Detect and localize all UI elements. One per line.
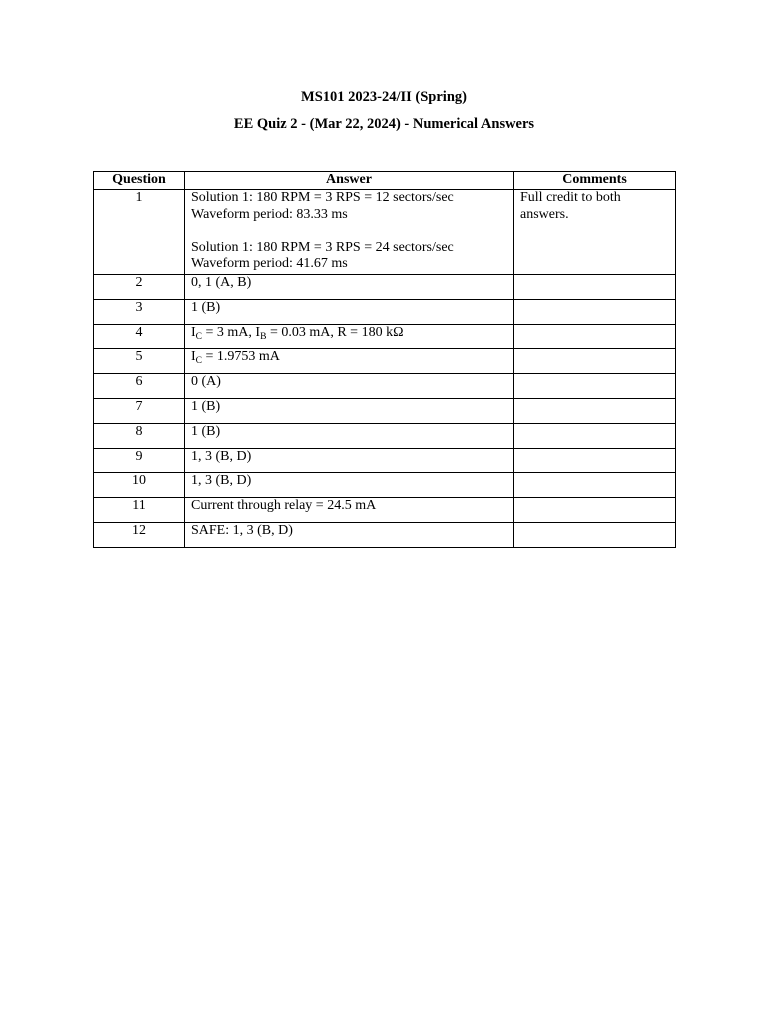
answer-cell: 1 (B) bbox=[185, 398, 514, 423]
question-number: 11 bbox=[94, 498, 185, 523]
ic-value: = 1.9753 mA bbox=[202, 349, 280, 365]
comment-cell bbox=[514, 299, 676, 324]
table-row bbox=[94, 324, 676, 349]
answer-line: Waveform period: 83.33 ms bbox=[191, 206, 348, 222]
question-number: 4 bbox=[94, 324, 185, 349]
ic-label: I bbox=[191, 324, 196, 340]
answer-line: Solution 1: 180 RPM = 3 RPS = 12 sectors/sec bbox=[191, 190, 454, 205]
table-row bbox=[94, 190, 676, 275]
table-row bbox=[94, 349, 676, 374]
question-number: 7 bbox=[94, 398, 185, 423]
question-number: 12 bbox=[94, 522, 185, 547]
answer-line: Solution 1: 180 RPM = 3 RPS = 24 sectors/sec bbox=[191, 239, 454, 255]
ic-subscript: C bbox=[195, 331, 203, 342]
answer-cell: SAFE: 1, 3 (B, D) bbox=[185, 522, 514, 547]
comment-cell bbox=[514, 398, 676, 423]
answer-cell: 0, 1 (A, B) bbox=[185, 275, 514, 300]
comment-cell bbox=[514, 275, 676, 300]
question-number: 6 bbox=[94, 374, 185, 399]
question-number: 9 bbox=[94, 448, 185, 473]
answer-cell bbox=[185, 190, 514, 275]
quiz-title: EE Quiz 2 - (Mar 22, 2024) - Numerical Answers bbox=[233, 116, 535, 132]
answer-cell: 1, 3 (B, D) bbox=[185, 473, 514, 498]
answer-cell bbox=[185, 349, 514, 374]
question-number: 8 bbox=[94, 423, 185, 448]
table-row bbox=[94, 448, 676, 473]
ib-value: = 0.03 mA, R = 180 kΩ bbox=[266, 324, 404, 340]
comment-cell bbox=[514, 423, 676, 448]
question-number: 5 bbox=[94, 349, 185, 374]
ic-subscript: C bbox=[195, 356, 203, 367]
answer-cell: 1, 3 (B, D) bbox=[185, 448, 514, 473]
question-number: 1 bbox=[94, 190, 185, 275]
question-number: 10 bbox=[94, 473, 185, 498]
column-header-answer: Answer bbox=[185, 172, 514, 190]
answer-line: Waveform period: 41.67 ms bbox=[191, 256, 348, 271]
table-row bbox=[94, 522, 676, 547]
comment-cell bbox=[514, 324, 676, 349]
answer-cell bbox=[185, 324, 514, 349]
table-row bbox=[94, 398, 676, 423]
comment-cell bbox=[514, 349, 676, 374]
table-row bbox=[94, 299, 676, 324]
comment-cell bbox=[514, 374, 676, 399]
ib-subscript: B bbox=[260, 331, 267, 342]
question-number: 3 bbox=[94, 299, 185, 324]
question-number: 2 bbox=[94, 275, 185, 300]
table-row bbox=[94, 275, 676, 300]
answer-cell: 1 (B) bbox=[185, 299, 514, 324]
comment-cell bbox=[514, 448, 676, 473]
column-header-question: Question bbox=[94, 172, 185, 190]
table-row bbox=[94, 473, 676, 498]
column-header-comments: Comments bbox=[514, 172, 676, 190]
comment-cell bbox=[514, 498, 676, 523]
answer-cell: 1 (B) bbox=[185, 423, 514, 448]
table-row bbox=[94, 374, 676, 399]
comment-cell bbox=[514, 522, 676, 547]
table-row bbox=[94, 423, 676, 448]
table-row bbox=[94, 498, 676, 523]
table-header-row bbox=[94, 172, 676, 190]
course-title: MS101 2023-24/II (Spring) bbox=[301, 89, 467, 105]
comment-cell: Full credit to both answers. bbox=[514, 190, 676, 275]
comment-cell bbox=[514, 473, 676, 498]
answer-cell: Current through relay = 24.5 mA bbox=[185, 498, 514, 523]
answers-table bbox=[93, 171, 676, 548]
ic-value: = 3 mA, bbox=[202, 324, 256, 340]
ib-label: I bbox=[255, 324, 261, 340]
answer-cell: 0 (A) bbox=[185, 374, 514, 399]
ic-label: I bbox=[191, 349, 196, 365]
